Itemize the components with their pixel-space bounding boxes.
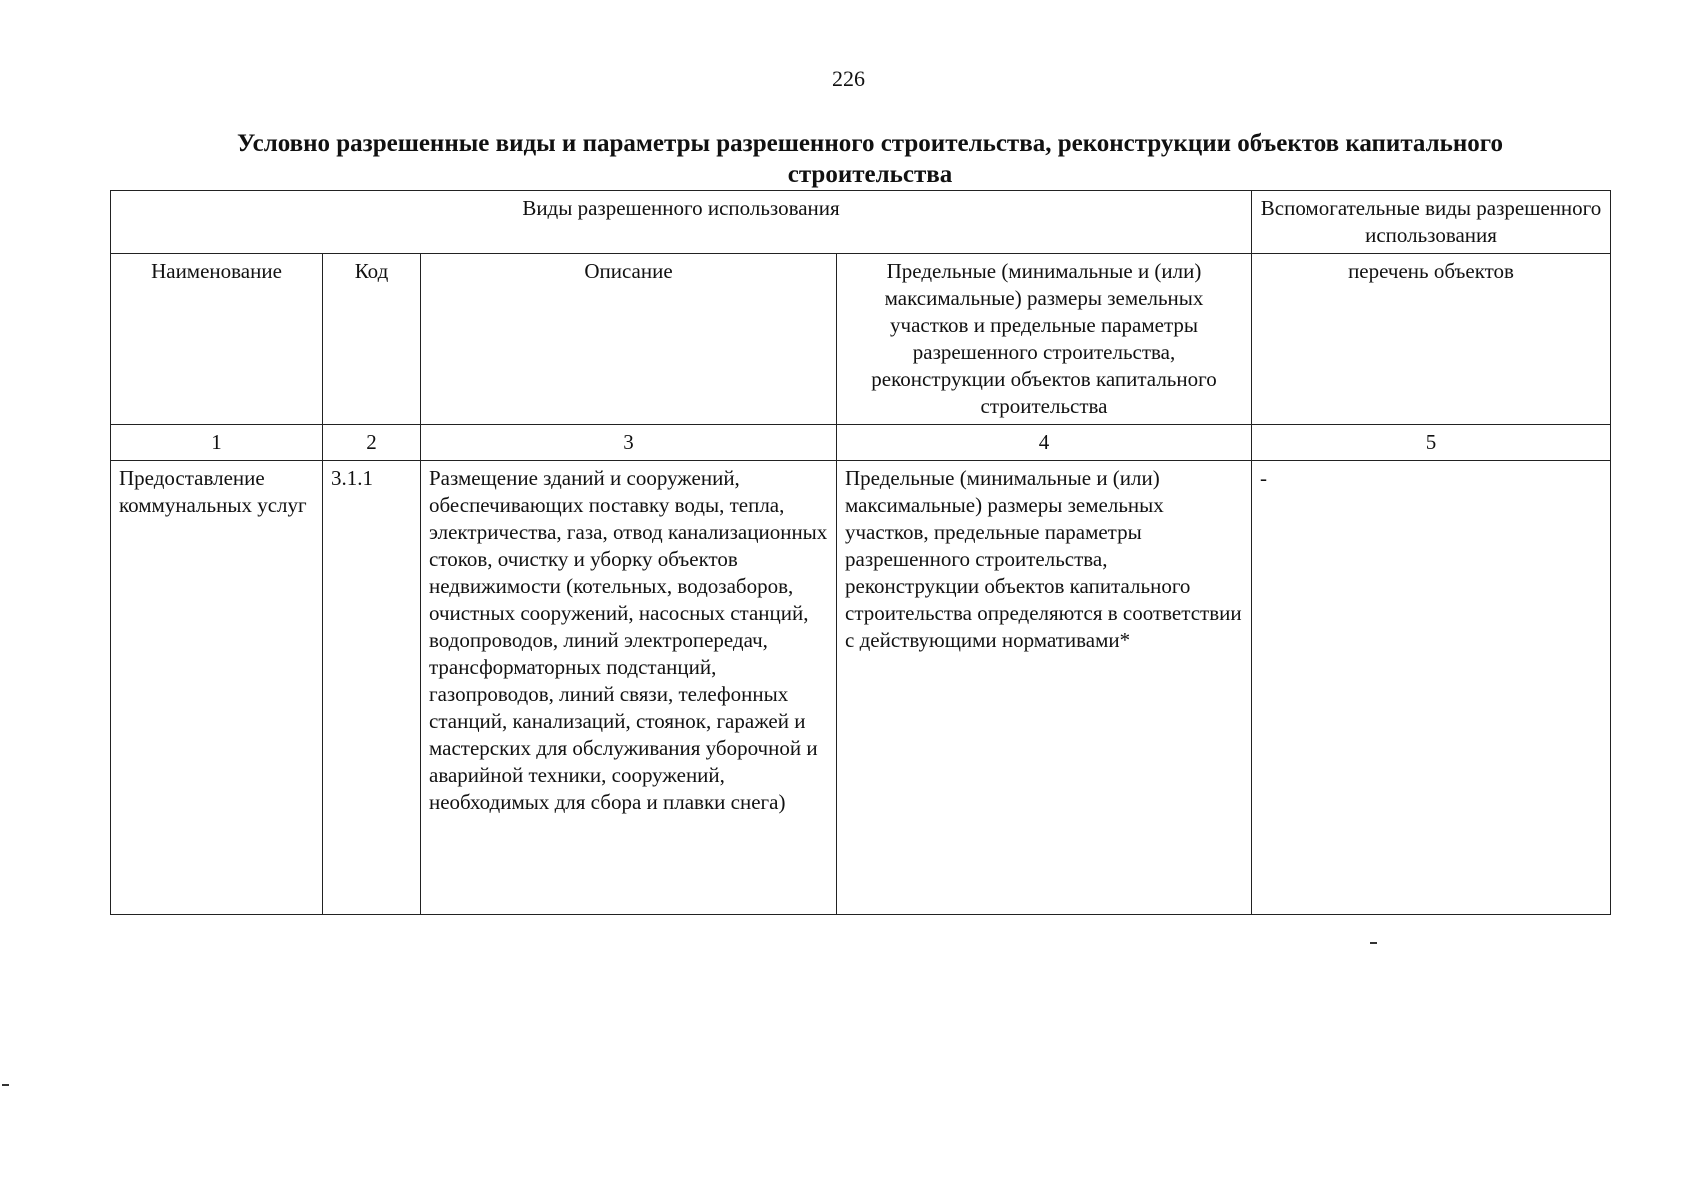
cell-limits: Предельные (минимальные и (или) максимальные) размеры земельных участков, предельные параметры разрешенного строительства, реконструкции объектов капитального строительства определяются в соответствии с действующими нормативами* bbox=[837, 461, 1252, 915]
column-header-name: Наименование bbox=[111, 254, 323, 425]
document-title: Условно разрешенные виды и параметры разрешенного строительства, реконструкции объектов капитального строительства bbox=[236, 130, 1504, 188]
column-number-1: 1 bbox=[111, 425, 323, 461]
cell-name: Предоставление коммунальных услуг bbox=[111, 461, 323, 915]
table-row bbox=[111, 461, 1611, 915]
scan-mark bbox=[2, 1084, 9, 1086]
column-number-5: 5 bbox=[1252, 425, 1611, 461]
aux-header: Вспомогательные виды разрешенного использования bbox=[1252, 191, 1611, 254]
cell-description: Размещение зданий и сооружений, обеспечивающих поставку воды, тепла, электричества, газа, отвод канализационных стоков, очистку и уборку объектов недвижимости (котельных, водозаборов, очистных сооружений, насосных станций, водопроводов, линий электропередач, трансформаторных подстанций, газопроводов, линий связи, телефонных станций, канализаций, стоянок, гаражей и мастерских для обслуживания уборочной и аварийной техники, сооружений, необходимых для сбора и плавки снега) bbox=[421, 461, 837, 915]
scan-mark bbox=[1370, 942, 1377, 944]
permitted-use-table bbox=[110, 190, 1611, 915]
column-header-description: Описание bbox=[421, 254, 837, 425]
cell-aux: - bbox=[1252, 461, 1611, 915]
column-number-4: 4 bbox=[837, 425, 1252, 461]
column-header-limits: Предельные (минимальные и (или) максимальные) размеры земельных участков и предельные параметры разрешенного строительства, реконструкции объектов капитального строительства bbox=[837, 254, 1252, 425]
column-header-code: Код bbox=[323, 254, 421, 425]
page-number: 226 bbox=[832, 66, 865, 91]
column-header-objects: перечень объектов bbox=[1252, 254, 1611, 425]
cell-code: 3.1.1 bbox=[323, 461, 421, 915]
group-header: Виды разрешенного использования bbox=[111, 191, 1252, 254]
column-number-3: 3 bbox=[421, 425, 837, 461]
column-number-2: 2 bbox=[323, 425, 421, 461]
